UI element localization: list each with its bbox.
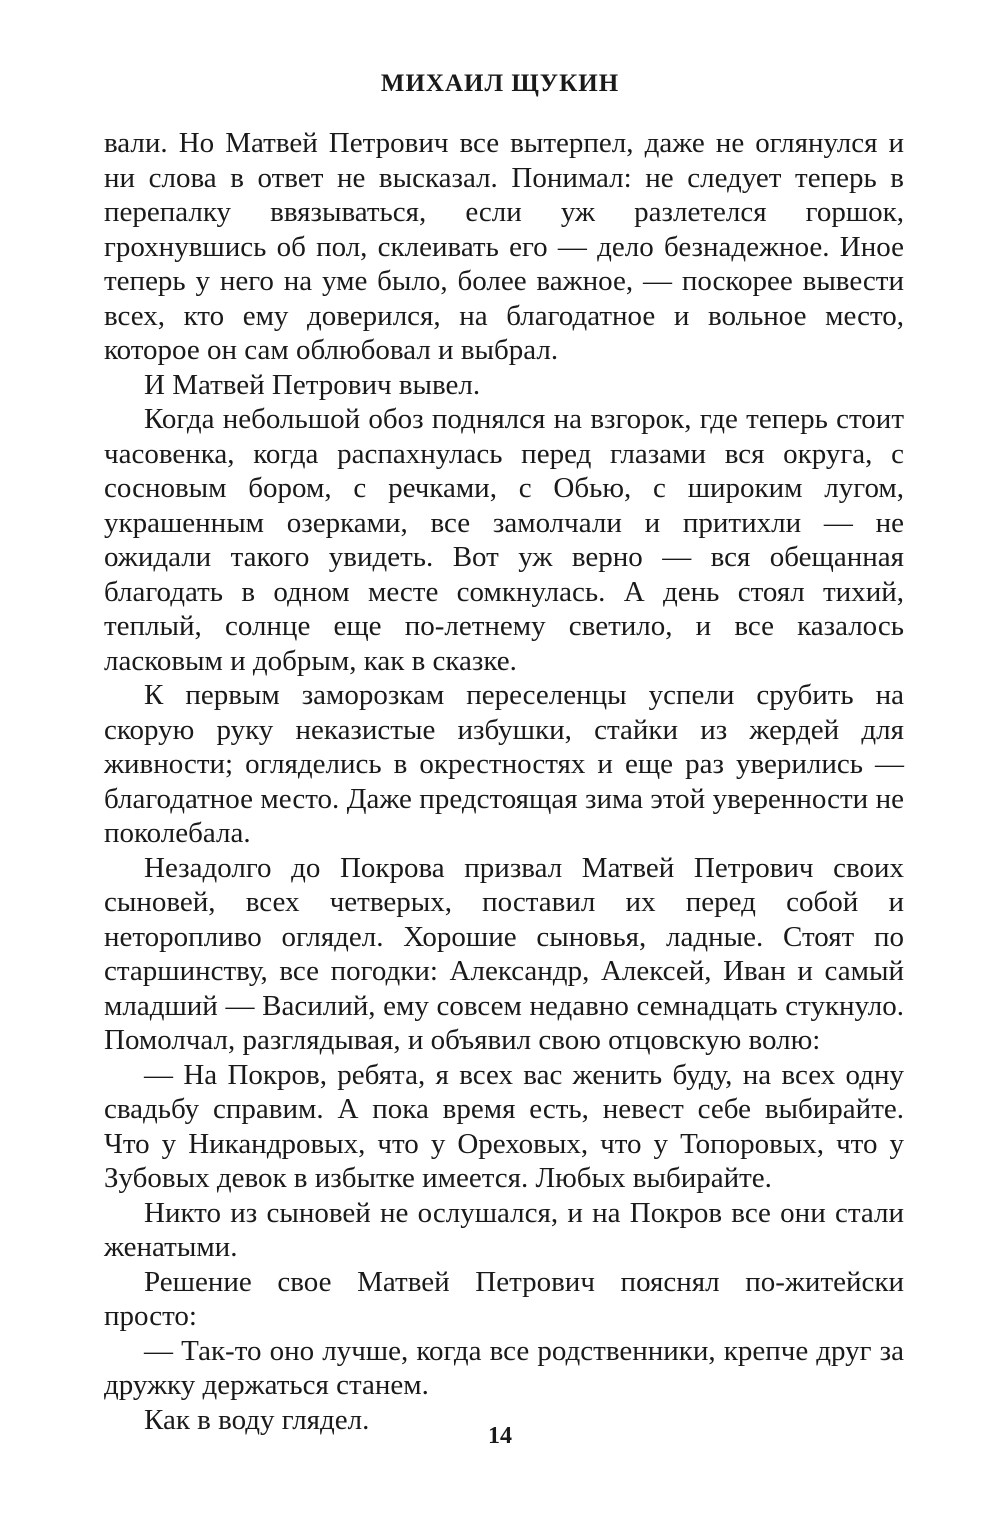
paragraph: Никто из сыновей не ослушался, и на Покров все они стали женатыми. xyxy=(104,1196,904,1263)
paragraph: Когда небольшой обоз поднялся на взгорок, где теперь стоит часовенка, когда распахнулась перед глазами вся округа, с сосновым бором, с речками, с Обью, с широким лугом, украшенным озерками, все замолчали и притихли — не ожидали такого увидеть. Вот уж верно — вся обещанная благодать в одном месте сомкнулась. А день стоял тихий, теплый, солнце еще по-летнему светило, и все казалось ласковым и добрым, как в сказке. xyxy=(104,403,904,677)
paragraph: К первым заморозкам переселенцы успели срубить на скорую руку неказистые избушки, стайки из жердей для живности; огляделись в окрестностях и еще раз уверились — благодатное место. Даже предстоящая зима этой уверенности не поколебала. xyxy=(104,679,904,849)
dialogue-paragraph: — На Покров, ребята, я всех вас женить буду, на всех одну свадьбу справим. А пока время есть, невест себе выбирайте. Что у Никандровых, что у Ореховых, что у Топоровых, что у Зубовых девок в избытке имеется. Любых выбирайте. xyxy=(104,1058,904,1194)
paragraph: Как в воду глядел. xyxy=(144,1403,370,1436)
body-text xyxy=(104,126,904,1437)
dialogue-paragraph: — Так-то оно лучше, когда все родственники, крепче друг за дружку держаться станем. xyxy=(104,1334,904,1401)
running-head-author: МИХАИЛ ЩУКИН xyxy=(380,70,620,97)
paragraph: вали. Но Матвей Петрович все вытерпел, даже не оглянулся и ни слова в ответ не высказал. Понимал: не следует теперь в перепалку ввязываться, если уж разлетелся горшок, грохнувшись об пол, склеивать его — дело безнадежное. Иное теперь у него на уме было, более важное, — поскорее вывести всех, кто ему доверился, на благодатное и вольное место, которое он сам облюбовал и выбрал. xyxy=(104,127,904,366)
page-number: 14 xyxy=(488,1423,512,1449)
paragraph: И Матвей Петрович вывел. xyxy=(144,368,481,401)
paragraph: Незадолго до Покрова призвал Матвей Петрович своих сыновей, всех четверых, поставил их перед собой и неторопливо оглядел. Хорошие сыновья, ладные. Стоят по старшинству, все погодки: Александр, Алексей, Иван и самый младший — Василий, ему совсем недавно семнадцать стукнуло. Помолчал, разглядывая, и объявил свою отцовскую волю: xyxy=(104,851,904,1056)
paragraph: Решение свое Матвей Петрович пояснял по-житейски просто: xyxy=(104,1265,904,1332)
